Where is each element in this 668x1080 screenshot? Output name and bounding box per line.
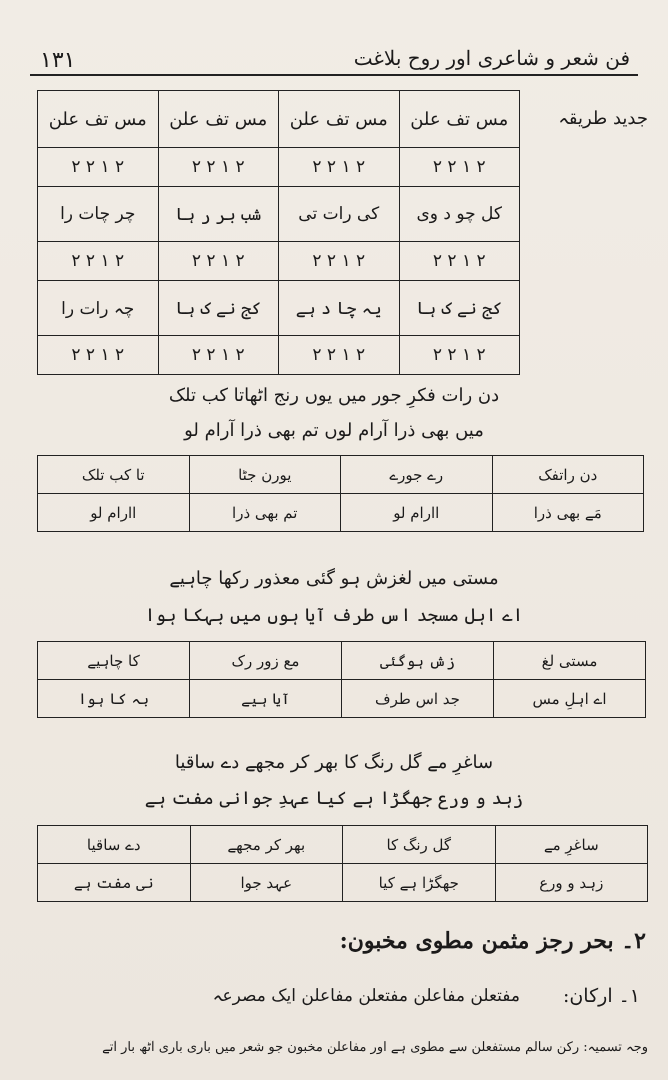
- page-header: [30, 42, 638, 76]
- split-table: [37, 641, 646, 718]
- table-cell: مس تف علن: [158, 91, 279, 148]
- table-cell: مس تف علن: [279, 91, 400, 148]
- table-cell: جد اس طرف: [342, 680, 494, 718]
- naming-note: وجہ تسمیہ: رکن سالم مستفعلن سے مطوی ہے اور مفاعلن مخبون جو شعر میں باری باری آٹھ بار آتے: [102, 1040, 648, 1055]
- arkan-label: ۱۔ ارکان:: [562, 985, 640, 1007]
- table-cell: زش ہوگئی: [342, 642, 494, 680]
- verse-line: ساغرِ مے گل رنگ کا بھر کر مجھے دے ساقیا: [174, 752, 494, 773]
- table-cell: ۲ ۱ ۲ ۲: [158, 336, 279, 375]
- table-cell: چر چات را: [38, 187, 159, 242]
- side-label: جدید طریقہ: [558, 108, 648, 129]
- split-table: [37, 455, 644, 532]
- table-cell: کی رات تی: [279, 187, 400, 242]
- table-cell: شب بر ر ہا: [158, 187, 279, 242]
- table-row: [38, 336, 520, 375]
- table-cell: تم بھی ذرا: [189, 494, 341, 532]
- table-cell: ۲ ۱ ۲ ۲: [279, 148, 400, 187]
- table-cell: ۲ ۱ ۲ ۲: [399, 148, 520, 187]
- split-table: [37, 825, 648, 902]
- section-heading: ۲۔ بحر رجز مثمن مطوی مخبون:: [339, 928, 646, 954]
- table-cell: اارام لو: [341, 494, 493, 532]
- table-cell: مستی لغ: [494, 642, 646, 680]
- table-cell: تا کب تلک: [38, 456, 190, 494]
- verse-line: مستی میں لغزش ہو گئی معذور رکھا چاہیے: [169, 568, 499, 589]
- table-cell: کل چو د وی: [399, 187, 520, 242]
- table-cell: یہ چا د ہے: [279, 281, 400, 336]
- table-row: [38, 680, 646, 718]
- table-cell: کا چاہیے: [38, 642, 190, 680]
- table-cell: دن راتفک: [492, 456, 644, 494]
- table-row: [38, 456, 644, 494]
- table-cell: مس تف علن: [399, 91, 520, 148]
- table-cell: ۲ ۱ ۲ ۲: [399, 336, 520, 375]
- table-row: [38, 864, 648, 902]
- table-cell: کج نے ک ہا: [399, 281, 520, 336]
- table-cell: بھر کر مجھے: [190, 826, 343, 864]
- table-cell: ساغرِ مے: [495, 826, 648, 864]
- table-cell: دے ساقیا: [38, 826, 191, 864]
- running-title: فن شعر و شاعری اور روح بلاغت: [353, 46, 630, 70]
- table-cell: گل رنگ کا: [343, 826, 496, 864]
- table-cell: بہ کا ہوا: [38, 680, 190, 718]
- header-rule: [30, 74, 638, 76]
- table-row: [38, 187, 520, 242]
- table-row: [38, 494, 644, 532]
- table-cell: ۲ ۱ ۲ ۲: [279, 336, 400, 375]
- table-cell: عہد جوا: [190, 864, 343, 902]
- table-row: [38, 242, 520, 281]
- table-cell: مع زور رک: [190, 642, 342, 680]
- table-cell: ۲ ۱ ۲ ۲: [38, 336, 159, 375]
- table-row: [38, 281, 520, 336]
- table-row: [38, 826, 648, 864]
- verse-line: میں بھی ذرا آرام لوں تم بھی ذرا آرام لو: [184, 420, 484, 441]
- table-cell: مس تف علن: [38, 91, 159, 148]
- arkan-text: مفتعلن مفاعلن مفتعلن مفاعلن ایک مصرعہ: [212, 986, 520, 1006]
- table-cell: کج نے ک ہا: [158, 281, 279, 336]
- table-cell: اارام لو: [38, 494, 190, 532]
- table-cell: نی مفت ہے: [38, 864, 191, 902]
- table-cell: اے اہلِ مس: [494, 680, 646, 718]
- table-cell: ۲ ۱ ۲ ۲: [158, 242, 279, 281]
- table-cell: ۲ ۱ ۲ ۲: [399, 242, 520, 281]
- table-cell: مَے بھی ذرا: [492, 494, 644, 532]
- scansion-table: [37, 90, 520, 375]
- table-cell: جھگڑا ہے کیا: [343, 864, 496, 902]
- table-cell: ۲ ۱ ۲ ۲: [158, 148, 279, 187]
- page-number: ۱۳۱: [40, 48, 76, 73]
- table-cell: زہد و ورع: [495, 864, 648, 902]
- verse-line: زہد و ورع جھگڑا ہے کیا عہدِ جوانی مفت ہے: [144, 788, 524, 809]
- table-row: [38, 642, 646, 680]
- table-cell: یورن جٹا: [189, 456, 341, 494]
- table-row: [38, 91, 520, 148]
- table-cell: ۲ ۱ ۲ ۲: [38, 242, 159, 281]
- table-cell: آیا ہیے: [190, 680, 342, 718]
- table-cell: رے جورے: [341, 456, 493, 494]
- verse-line: دن رات فکرِ جور میں یوں رنج اٹھاتا کب تلک: [168, 385, 500, 406]
- table-cell: ۲ ۱ ۲ ۲: [38, 148, 159, 187]
- table-row: [38, 148, 520, 187]
- verse-line: اے اہل مسجد اس طرف آیا ہوں میں بہکا ہوا: [144, 605, 524, 626]
- table-cell: چہ رات را: [38, 281, 159, 336]
- table-cell: ۲ ۱ ۲ ۲: [279, 242, 400, 281]
